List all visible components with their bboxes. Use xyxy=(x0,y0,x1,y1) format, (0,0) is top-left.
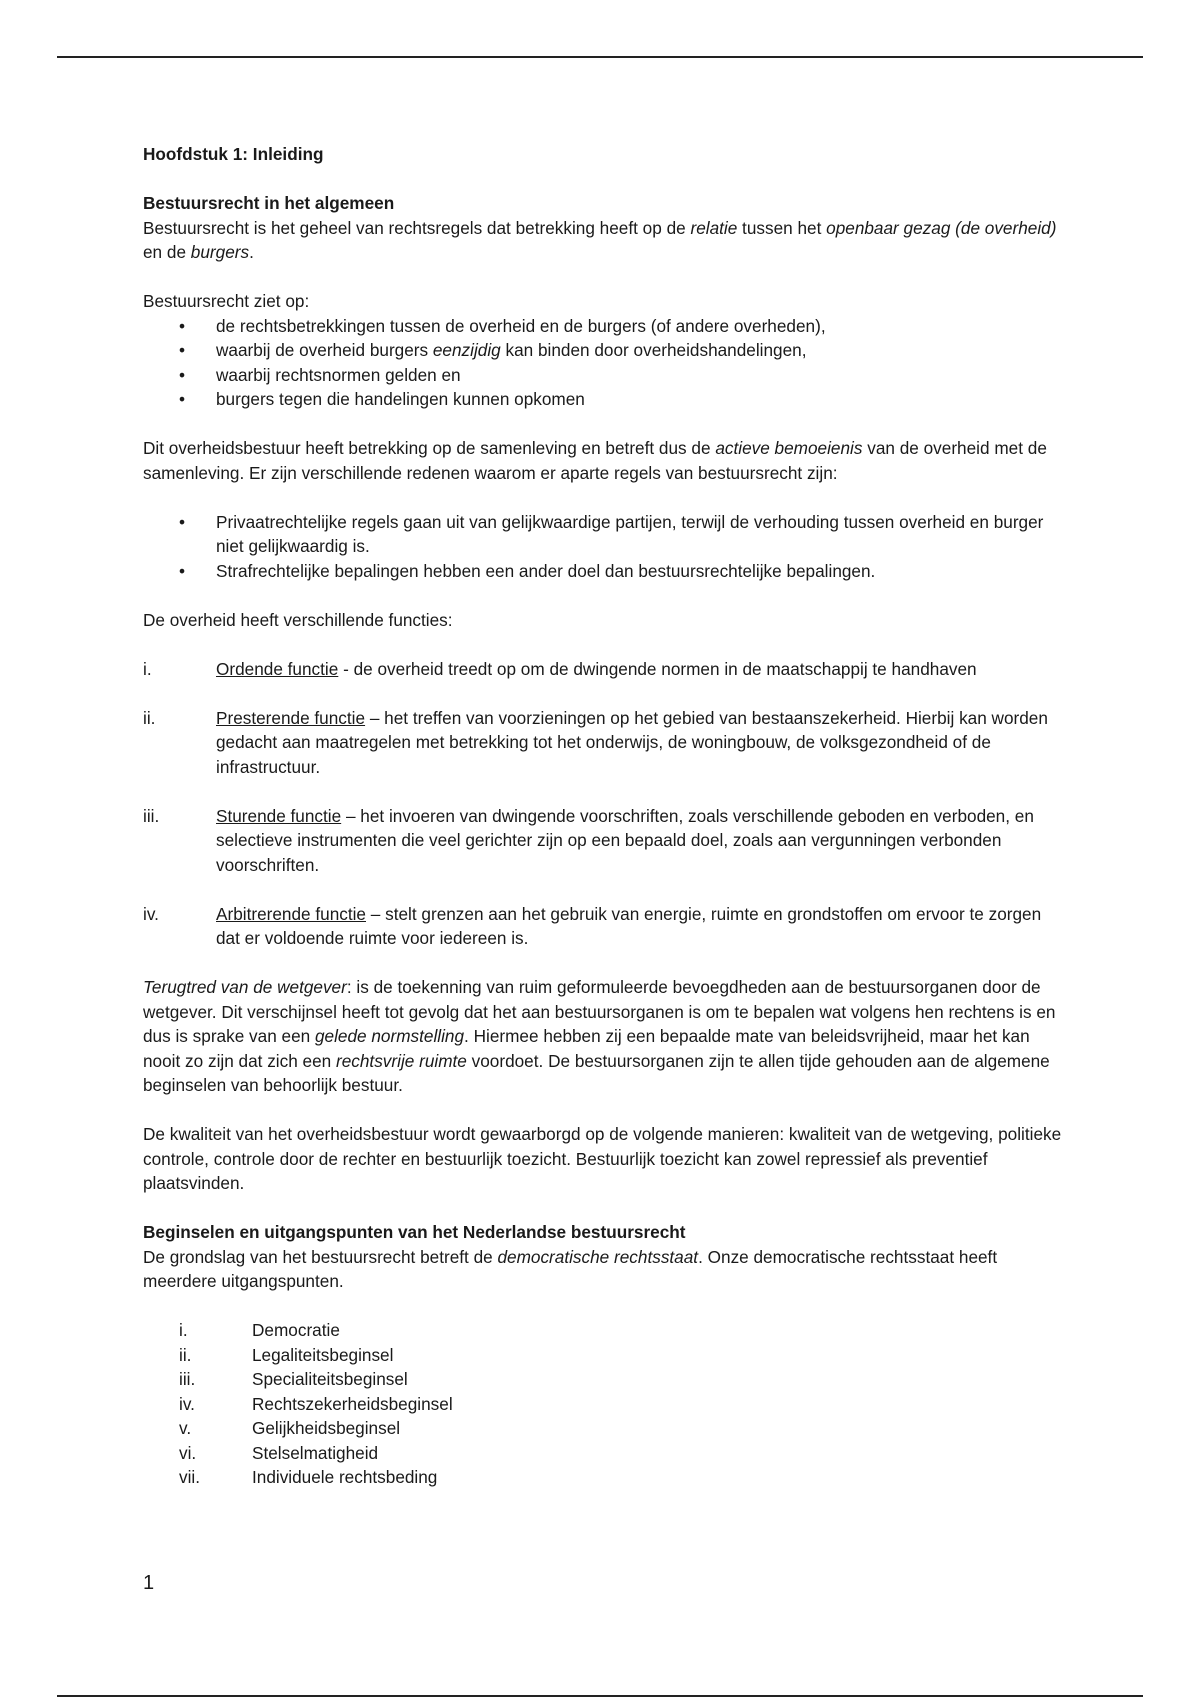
list-item: iii. Specialiteitsbeginsel xyxy=(179,1369,408,1389)
list-item: vi. Stelselmatigheid xyxy=(179,1442,379,1463)
list-item: • Strafrechtelijke bepalingen hebben een ander doel dan bestuursrechtelijke bepalingen. xyxy=(143,559,1063,584)
document-body xyxy=(143,142,1063,1490)
chapter-heading: Hoofdstuk 1: Inleiding xyxy=(143,144,324,164)
bullet-icon: • xyxy=(179,315,186,336)
list-item: i. Democratie xyxy=(179,1320,340,1340)
footer-rule xyxy=(57,1695,1143,1697)
bullet-icon: • xyxy=(179,389,186,409)
page-number: 1 xyxy=(143,1572,155,1594)
bullet-icon: • xyxy=(179,364,186,385)
list-item: iv. Rechtszekerheidsbeginsel xyxy=(179,1393,453,1414)
function-item-arbitrerende: iv. Arbitrerende functie – stelt grenzen aan het gebruik van energie, ruimte en grondstoffen om ervoor te zorgen dat er voldoende ruimte voor iedereen is. xyxy=(143,903,1042,948)
list-item: • burgers tegen die handelingen kunnen opkomen xyxy=(143,387,1063,412)
list-item: ii. Legaliteitsbeginsel xyxy=(179,1344,394,1365)
list-item: • Privaatrechtelijke regels gaan uit van gelijkwaardige partijen, terwijl de verhouding tussen overheid en burger niet gelijkwaardig is. xyxy=(179,511,1044,556)
function-item-ordende: i. Ordende functie - de overheid treedt op om de dwingende normen in de maatschappij te handhaven xyxy=(143,658,977,679)
list-item: v. Gelijkheidsbeginsel xyxy=(179,1418,401,1438)
section-heading-principles: Beginselen en uitgangspunten van het Nederlandse bestuursrecht xyxy=(143,1222,686,1242)
section-heading-general: Bestuursrecht in het algemeen xyxy=(143,193,395,213)
header-rule xyxy=(57,56,1143,58)
quality-paragraph: De kwaliteit van het overheidsbestuur wordt gewaarborgd op de volgende manieren: kwaliteit van de wetgeving, politieke controle, controle door de rechter en bestuurlijk toezicht. Bestuurlijk toezicht kan zowel repressief als preventief plaatsvinden. xyxy=(143,1124,1062,1193)
bullet-icon: • xyxy=(179,511,186,532)
list-item: • waarbij de overheid burgers eenzijdig kan binden door overheidshandelingen, xyxy=(143,338,1063,363)
foundation-paragraph: De grondslag van het bestuursrecht betreft de democratische rechtsstaat. Onze democratische rechtsstaat heeft meerdere uitgangspunten. xyxy=(143,1246,998,1291)
bullet-icon: • xyxy=(179,340,186,360)
functions-intro: De overheid heeft verschillende functies: xyxy=(143,609,453,630)
list-item: • waarbij rechtsnormen gelden en xyxy=(143,363,1063,388)
function-item-presterende: ii. Presterende functie – het treffen van voorzieningen op het gebied van bestaanszekerheid. Hierbij kan worden gedacht aan maatregelen met betrekking tot het onderwijs, de woningbouw, de volksgezondheid of de infrastructuur. xyxy=(143,707,1048,777)
definition-paragraph: Bestuursrecht is het geheel van rechtsregels dat betrekking heeft op de relatie tussen het openbaar gezag (de overheid) en de burgers. xyxy=(143,217,1057,262)
scope-list xyxy=(143,314,1063,412)
function-item-sturende: iii. Sturende functie – het invoeren van dwingende voorschriften, zoals verschillende geboden en verboden, en selectieve instrumenten die veel gerichter zijn op een bepaald doel, zoals aan vergunningen verbonden voorschriften. xyxy=(143,805,1034,875)
terugtred-paragraph: Terugtred van de wetgever: is de toekenning van ruim geformuleerde bevoegdheden aan de bestuursorganen door de wetgever. Dit verschijnsel heeft tot gevolg dat het aan bestuursorganen is om te bepalen wat volgens hen rechtens is en dus is sprake van een gelede normstelling. Hiermee hebben zij een bepaalde mate van beleidsvrijheid, maar het kan nooit zo zijn dat zich een rechtsvrije ruimte voordoet. De bestuursorganen zijn te allen tijde gehouden aan de algemene beginselen van behoorlijk bestuur. xyxy=(143,977,1056,1095)
list-item: • de rechtsbetrekkingen tussen de overheid en de burgers (of andere overheden), xyxy=(143,314,1063,339)
list-item: vii. Individuele rechtsbeding xyxy=(179,1467,438,1487)
scope-intro: Bestuursrecht ziet op: xyxy=(143,291,310,311)
principles-list xyxy=(143,1318,1063,1490)
reasons-list xyxy=(143,510,1063,584)
administration-paragraph: Dit overheidsbestuur heeft betrekking op de samenleving en betreft dus de actieve bemoeienis van de overheid met de samenleving. Er zijn verschillende redenen waarom er aparte regels van bestuursrecht zijn: xyxy=(143,438,1047,483)
bullet-icon: • xyxy=(179,560,186,581)
